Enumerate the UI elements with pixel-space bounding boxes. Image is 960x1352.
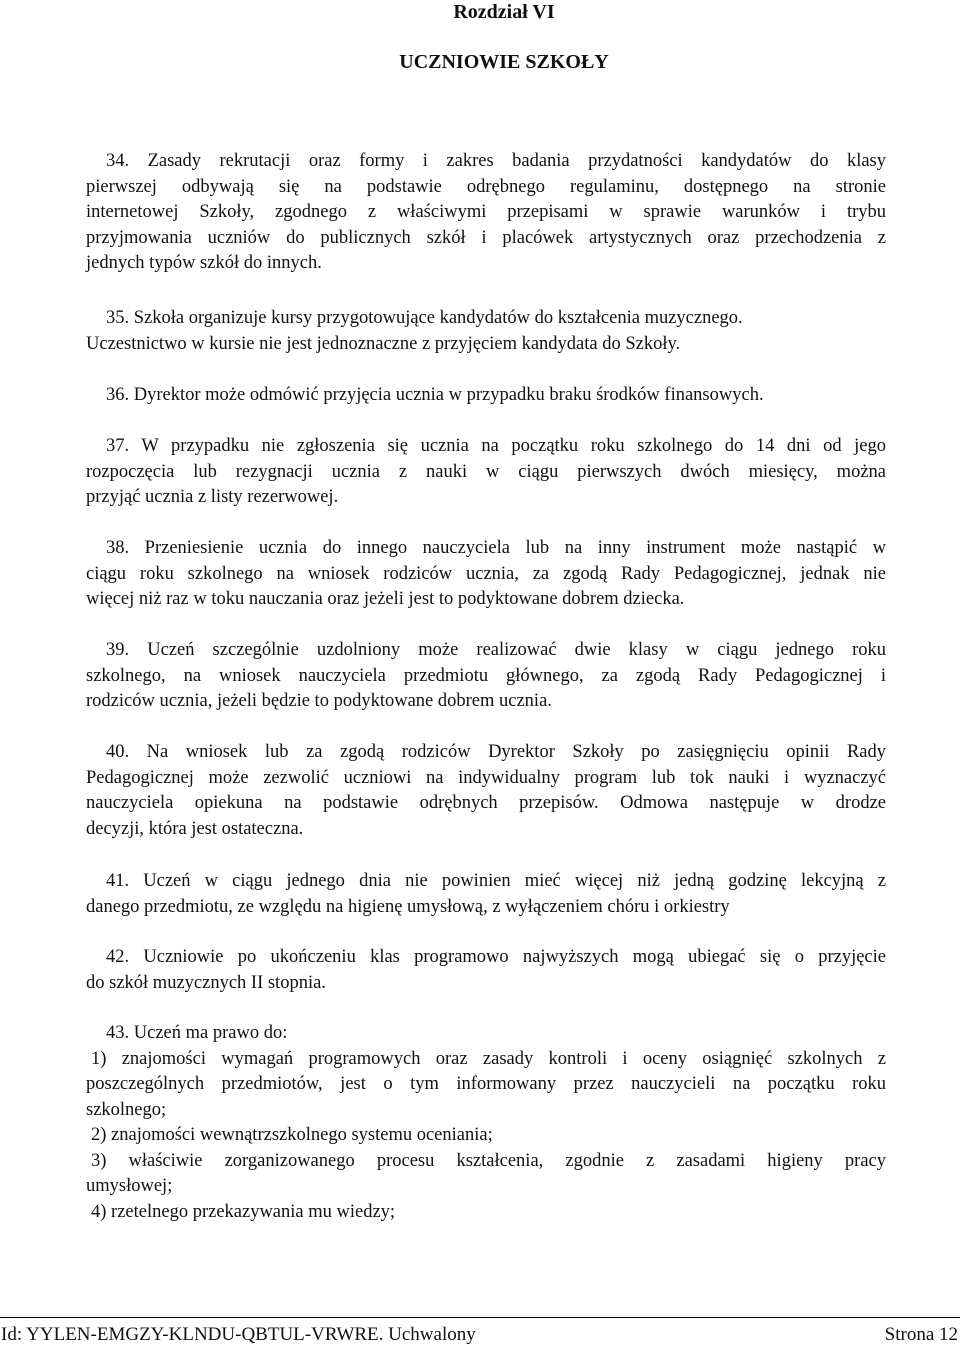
text-line: 34. Zasady rekrutacji oraz formy i zakres badania przydatności kandydatów do klasy [106,151,886,171]
list-item: 1) znajomości wymagań programowych oraz zasady kontroli i oceny osiągnięć szkolnych z [91,1048,886,1069]
page-number: Strona 12 [884,1324,958,1345]
text-line: umysłowej; [86,1176,173,1196]
text-line: szkolnego; [86,1099,167,1120]
document-id: Id: YYLEN-EMGZY-KLNDU-QBTUL-VRWRE. Uchwalony [1,1324,476,1345]
text-line: do szkół muzycznych II stopnia. [86,972,326,993]
text-line: przyjmowania uczniów do publicznych szkół i placówek artystycznych oraz przechodzenia z [86,227,886,248]
text-line: Pedagogicznej może zezwolić uczniowi na indywidualny program lub tok nauki i wyznaczyć [86,767,886,788]
paragraph-34 [86,149,886,277]
text-line: ciągu roku szkolnego na wniosek rodziców ucznia, za zgodą Rady Pedagogicznej, jednak nie [86,563,886,584]
text-line: 39. Uczeń szczególnie uzdolniony może realizować dwie klasy w ciągu jednego roku [106,640,886,660]
text-line: internetowej Szkoły, zgodnego z właściwymi przepisami w sprawie warunków i trybu [86,202,886,222]
text-line: pierwszej odbywają się na podstawie odrębnego regulaminu, dostępnego na stronie [86,176,886,197]
text-line: jednych typów szkół do innych. [86,253,322,273]
text-line: 40. Na wniosek lub za zgodą rodziców Dyrektor Szkoły po zasięgnięciu opinii Rady [106,742,886,762]
paragraph-42 [86,945,886,996]
paragraph-39 [86,638,886,715]
text-line: 41. Uczeń w ciągu jednego dnia nie powinien mieć więcej niż jedną godzinę lekcyjną z [106,871,886,891]
paragraph-40 [86,740,886,842]
text-line: szkolnego, na wniosek nauczyciela przedmiotu głównego, za zgodą Rady Pedagogicznej i [86,665,886,686]
text-line: decyzji, która jest ostateczna. [86,818,304,839]
text-line: 35. Szkoła organizuje kursy przygotowujące kandydatów do kształcenia muzycznego. [106,308,743,328]
paragraph-37 [86,434,886,511]
text-line: przyjąć ucznia z listy rezerwowej. [86,487,339,507]
text-line: 43. Uczeń ma prawo do: [106,1023,288,1043]
text-line: 42. Uczniowie po ukończeniu klas programowo najwyższych mogą ubiegać się o przyjęcie [106,947,886,967]
paragraph-38 [86,536,886,613]
list-item: 2) znajomości wewnątrzszkolnego systemu oceniania; [91,1125,493,1145]
text-line: rodziców ucznia, jeżeli będzie to podyktowane dobrem ucznia. [86,691,552,711]
text-line: 37. W przypadku nie zgłoszenia się ucznia na początku roku szkolnego do 14 dni od jego [106,436,886,456]
text-line: 36. Dyrektor może odmówić przyjęcia ucznia w przypadku braku środków finansowych. [106,385,764,405]
list-item: 3) właściwie zorganizowanego procesu kształcenia, zgodnie z zasadami higieny pracy [91,1150,886,1171]
text-line: danego przedmiotu, ze względu na higienę umysłową, z wyłączeniem chóru i orkiestry [86,896,730,917]
list-item: 4) rzetelnego przekazywania mu wiedzy; [91,1201,396,1222]
chapter-heading: Rozdział VI [453,1,555,23]
text-line: rozpoczęcia lub rezygnacji ucznia z nauki w ciągu pierwszych dwóch miesięcy, można [86,461,886,482]
text-line: 38. Przeniesienie ucznia do innego nauczyciela lub na inny instrument może nastąpić w [106,538,886,558]
paragraph-41 [86,869,886,920]
text-line: nauczyciela opiekuna na podstawie odrębnych przepisów. Odmowa następuje w drodze [86,793,886,813]
paragraph-35 [86,306,886,357]
chapter-title: UCZNIOWIE SZKOŁY [399,51,609,73]
text-line: więcej niż raz w toku nauczania oraz jeżeli jest to podyktowane dobrem dziecka. [86,589,685,609]
paragraph-36 [86,383,886,409]
text-line: Uczestnictwo w kursie nie jest jednoznaczne z przyjęciem kandydata do Szkoły. [86,333,681,354]
page-footer [0,1317,960,1347]
text-line: poszczególnych przedmiotów, jest o tym informowany przez nauczycieli na początku roku [86,1074,886,1094]
paragraph-43 [86,1021,886,1225]
